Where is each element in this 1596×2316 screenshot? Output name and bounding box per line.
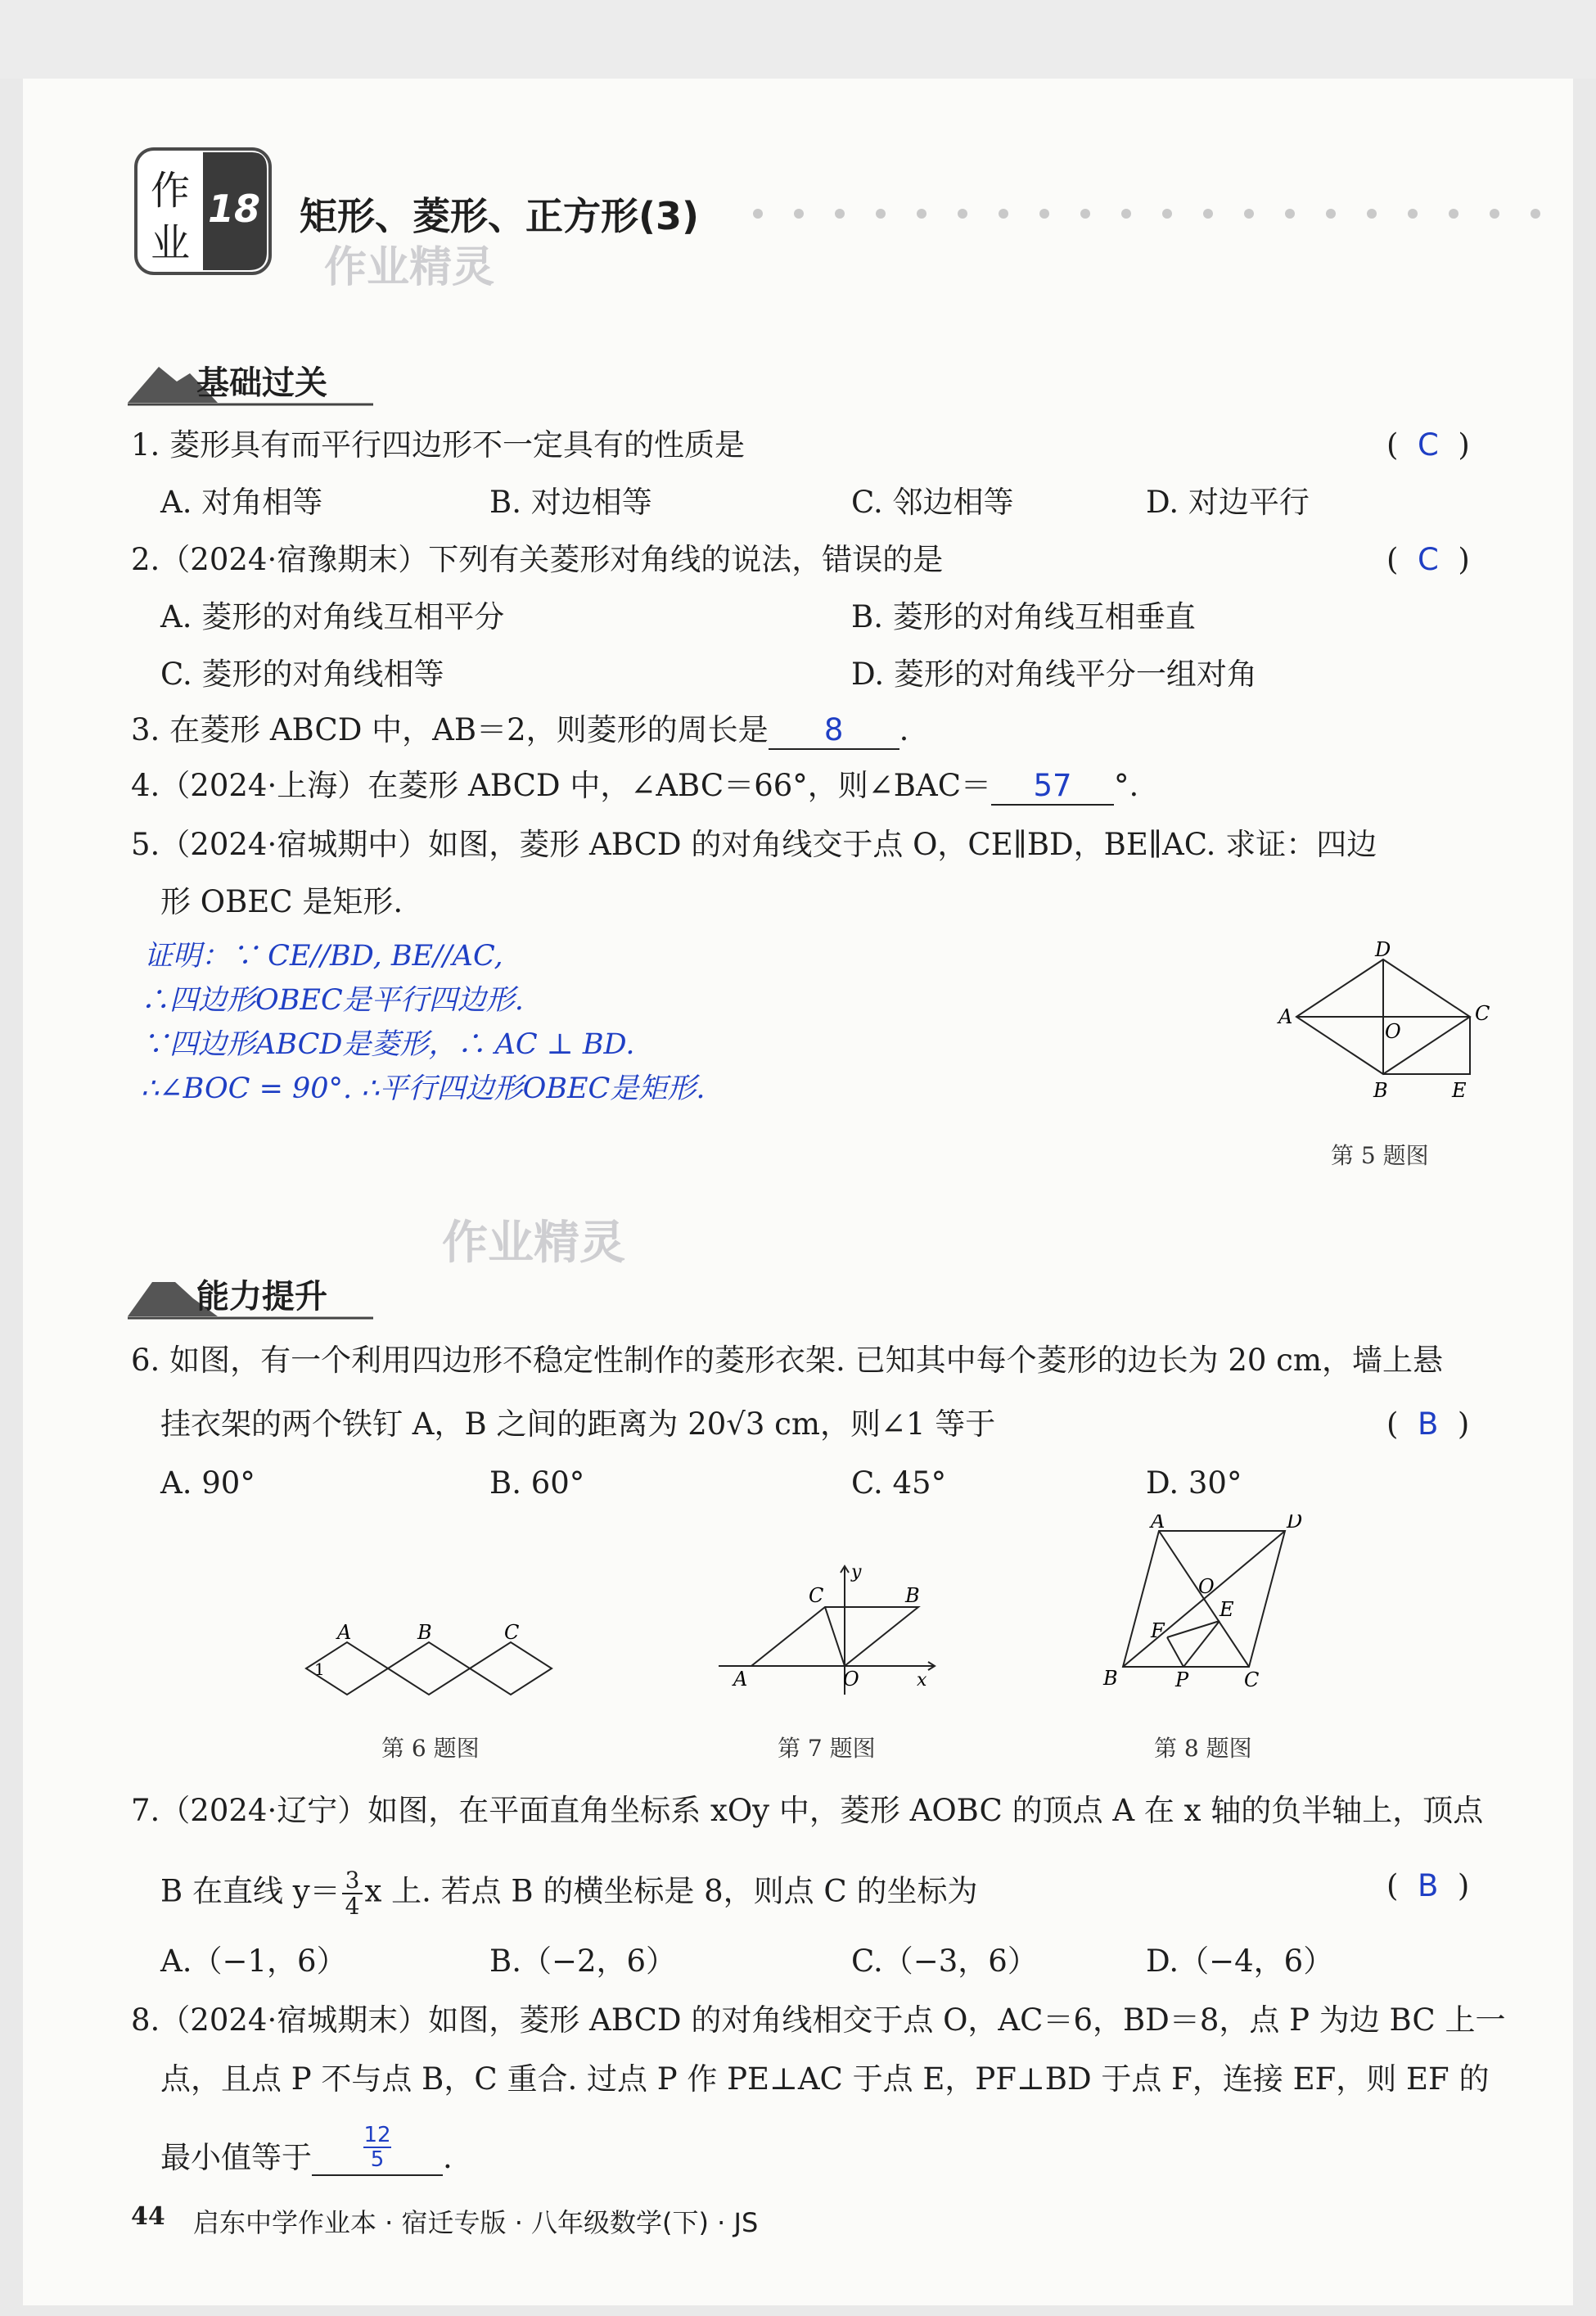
q4-end: °. <box>1114 768 1139 803</box>
fig8-label-o: O <box>1198 1575 1215 1598</box>
q6-option-b: B. 60° <box>489 1465 585 1501</box>
q4-answer: 57 <box>1033 768 1072 803</box>
fig8-label-a: A <box>1151 1515 1165 1533</box>
hanger-diagram <box>295 1613 565 1703</box>
q8-line3-text: 最小值等于 <box>160 2140 312 2175</box>
q7-frac-den: 4 <box>345 1893 360 1920</box>
fig5-caption: 第 5 题图 <box>1331 1142 1429 1169</box>
q8-line3 <box>160 2124 453 2176</box>
q6-option-c: C. 45° <box>851 1465 947 1501</box>
fig7-label-x: x <box>917 1670 927 1691</box>
fig8-label-p: P <box>1175 1668 1189 1691</box>
section-advanced-title: 能力提升 <box>196 1278 327 1316</box>
q7-line2 <box>160 1868 977 1919</box>
fig7-label-o: O <box>843 1668 859 1691</box>
q7-option-a: A.（−1，6） <box>160 1944 347 1979</box>
q7-answer: B <box>1417 1868 1439 1903</box>
watermark-mid: 作业精灵 <box>442 1217 625 1270</box>
q1-option-c: C. 邻边相等 <box>851 485 1014 520</box>
q8-answer-num: 12 <box>363 2123 391 2147</box>
badge-top-char: 作 <box>151 168 191 214</box>
q5-proof-line2: ∴四边形OBEC是平行四边形. <box>141 984 524 1017</box>
q8-answer-den: 5 <box>370 2147 385 2172</box>
fig6-label-a: A <box>337 1621 352 1644</box>
q1-option-b: B. 对边相等 <box>489 485 652 520</box>
figure-6 <box>295 1613 565 1703</box>
q7-option-b: B.（−2，6） <box>489 1944 677 1979</box>
q5-line2: 形 OBEC 是矩形. <box>160 884 404 919</box>
q6-option-a: A. 90° <box>160 1465 255 1501</box>
scan-top-margin <box>0 0 1596 79</box>
fig8-label-f: F <box>1151 1619 1165 1642</box>
page-number: 44 <box>131 2202 165 2231</box>
homework-badge <box>133 146 273 277</box>
fig7-label-a: A <box>733 1668 748 1691</box>
q7-fraction <box>342 1868 363 1919</box>
q1-answer-bracket: ( C ) <box>1386 427 1470 463</box>
section-advanced-header <box>128 1266 373 1323</box>
rhombus-diagram <box>1277 941 1498 1105</box>
q8-line1: 8.（2024·宿城期末）如图，菱形 ABCD 的对角线相交于点 O，AC＝6，BD＝8，点 P 为边 BC 上一 <box>131 2002 1506 2038</box>
q6-line2: 挂衣架的两个铁钉 A，B 之间的距离为 20√3 cm，则∠1 等于 <box>160 1406 996 1442</box>
q2-stem: 2.（2024·宿豫期末）下列有关菱形对角线的说法，错误的是 <box>131 542 944 577</box>
fig8-caption: 第 8 题图 <box>1154 1735 1252 1762</box>
fig6-label-1: 1 <box>314 1659 325 1679</box>
fig5-label-o: O <box>1385 1020 1401 1043</box>
q7-option-d: D.（−4，6） <box>1146 1944 1334 1979</box>
fig5-label-c: C <box>1475 1002 1490 1025</box>
q3-answer: 8 <box>823 712 844 747</box>
coordinate-diagram <box>712 1560 941 1699</box>
q2-option-c: C. 菱形的对角线相等 <box>160 657 444 692</box>
fig5-label-b: B <box>1373 1079 1388 1102</box>
q2-option-b: B. 菱形的对角线互相垂直 <box>851 599 1196 634</box>
q5-proof-line4: ∴∠BOC = 90°. ∴平行四边形OBEC是矩形. <box>141 1072 706 1105</box>
figure-7 <box>712 1560 941 1699</box>
q3-stem: 3. 在菱形 ABCD 中，AB＝2，则菱形的周长是 <box>131 712 769 747</box>
q6-answer: B <box>1417 1406 1439 1442</box>
fig8-label-b: B <box>1103 1667 1118 1690</box>
q6-option-d: D. 30° <box>1146 1465 1242 1501</box>
rhombus-abcd-diagram <box>1089 1515 1318 1695</box>
q1-stem: 1. 菱形具有而平行四边形不一定具有的性质是 <box>131 427 746 463</box>
q5-proof-line1: 证明：∵ CE//BD, BE//AC, <box>144 940 503 973</box>
figure-5 <box>1277 941 1498 1105</box>
fig8-label-c: C <box>1244 1668 1260 1691</box>
badge-number: 18 <box>208 187 261 231</box>
q6-answer-bracket: ( B ) <box>1386 1406 1470 1442</box>
q8-line2: 点，且点 P 不与点 B，C 重合. 过点 P 作 PE⊥AC 于点 E，PF⊥BD 于点 F，连接 EF，则 EF 的 <box>160 2061 1490 2097</box>
q2-option-a: A. 菱形的对角线互相平分 <box>160 599 505 634</box>
footer-text: 启东中学作业本 · 宿迁专版 · 八年级数学(下) · JS <box>193 2207 759 2238</box>
fig5-label-d: D <box>1375 941 1391 961</box>
q2-answer: C <box>1417 542 1439 577</box>
q1-answer: C <box>1417 427 1439 463</box>
fig5-label-e: E <box>1452 1079 1467 1102</box>
q4-stem: 4.（2024·上海）在菱形 ABCD 中，∠ABC＝66°，则∠BAC＝ <box>131 768 992 803</box>
fig8-label-e: E <box>1220 1598 1234 1621</box>
q4-line <box>131 768 1138 806</box>
q2-option-d: D. 菱形的对角线平分一组对角 <box>851 657 1257 692</box>
fig7-label-y: y <box>851 1562 862 1582</box>
fig6-caption: 第 6 题图 <box>381 1735 480 1762</box>
page-title: 矩形、菱形、正方形(3) <box>300 194 700 238</box>
q7-frac-num: 3 <box>342 1868 363 1894</box>
title-dot-leader <box>753 206 1571 222</box>
q8-answer-fraction <box>363 2124 390 2171</box>
q5-line1: 5.（2024·宿城期中）如图，菱形 ABCD 的对角线交于点 O，CE∥BD，BE∥AC. 求证：四边 <box>131 827 1377 862</box>
q7-line1: 7.（2024·辽宁）如图，在平面直角坐标系 xOy 中，菱形 AOBC 的顶点 A 在 x 轴的负半轴上，顶点 <box>131 1793 1484 1828</box>
watermark: 作业精灵 <box>324 243 495 292</box>
q7-line2-start: B 在直线 y＝ <box>160 1873 340 1909</box>
fig8-label-d: D <box>1287 1515 1303 1533</box>
fig6-label-c: C <box>504 1621 520 1644</box>
fig5-label-a: A <box>1278 1005 1293 1028</box>
fig6-label-b: B <box>417 1621 432 1644</box>
fig7-label-c: C <box>809 1584 824 1607</box>
q3-end: . <box>899 712 909 747</box>
q7-answer-bracket: ( B ) <box>1386 1868 1470 1903</box>
fig7-label-b: B <box>905 1584 920 1607</box>
section-basic-header <box>128 352 373 409</box>
q7-line2-end: x 上. 若点 B 的横坐标是 8，则点 C 的坐标为 <box>364 1873 978 1909</box>
q5-proof-line3: ∵四边形ABCD是菱形，∴ AC ⊥ BD. <box>141 1028 635 1061</box>
q2-answer-bracket: ( C ) <box>1386 542 1470 577</box>
q6-line1: 6. 如图，有一个利用四边形不稳定性制作的菱形衣架. 已知其中每个菱形的边长为 20 cm，墙上悬 <box>131 1343 1443 1378</box>
badge-bottom-char: 业 <box>151 220 191 266</box>
q3-line <box>131 712 908 750</box>
section-basic-title: 基础过关 <box>196 364 327 402</box>
q8-end: . <box>443 2140 453 2175</box>
figure-8 <box>1089 1515 1318 1695</box>
fig7-caption: 第 7 题图 <box>778 1735 876 1762</box>
q7-option-c: C.（−3，6） <box>851 1944 1038 1979</box>
q1-option-d: D. 对边平行 <box>1146 485 1310 520</box>
q1-option-a: A. 对角相等 <box>160 485 323 520</box>
